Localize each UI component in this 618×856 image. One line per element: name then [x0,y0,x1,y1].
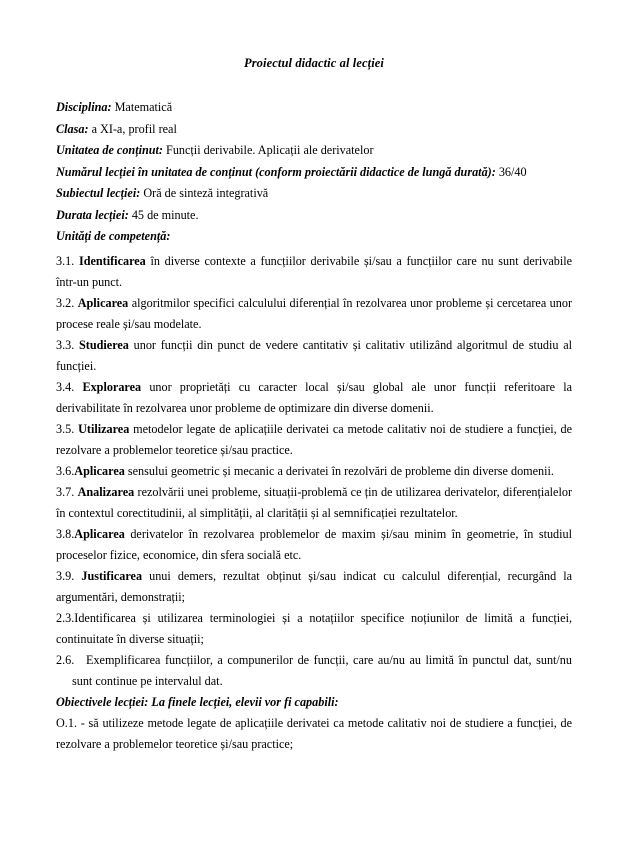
competenta-verb: Aplicarea [74,526,125,541]
competente-list [56,251,572,692]
competenta-item [56,377,572,419]
competenta-verb: Analizarea [77,484,135,499]
field-label: Durata lecției: [56,207,129,222]
competenta-item [56,335,572,377]
field-disciplina [56,100,572,115]
competenta-num: 3.4. [56,379,75,394]
field-value: 45 de minute. [131,207,199,222]
competenta-verb: Justificarea [81,568,143,583]
competenta-num: 3.3. [56,337,75,352]
competenta-num: 3.5. [56,421,75,436]
competenta-text: metodelor legate de aplicațiile derivatei ca metode calitativ noi de studiere a funcției, de rezolvare a problemelor teoretice și/sau practice. [56,421,573,457]
competenta-text: sensului geometric și mecanic a derivatei în rezolvări de probleme din diverse domenii. [127,463,554,478]
field-numarul-lectiei [56,165,572,180]
obiectiv-text: - să utilizeze metode legate de aplicațiile derivatei ca metode calitativ noi de studiere a funcției, de rezolvare a problemelor teoretice și/sau practice; [56,715,573,751]
field-unitatea [56,143,572,158]
competenta-item [56,482,572,524]
competenta-num: 3.2. [56,295,75,310]
competente-heading: Unități de competență: [56,229,171,243]
field-value: Oră de sinteză integrativă [143,186,269,200]
competenta-text: unui demers, rezultat obținut și/sau indicat cu calculul diferențial, recurgând la argumentări, demonstrații; [56,568,573,604]
competenta-verb: Identificarea [78,253,146,268]
field-subiectul [56,186,572,201]
competenta-num: 3.8. [56,526,75,541]
competenta-item [56,251,572,293]
competenta-item [56,650,572,692]
field-label: Numărul lecției în unitatea de conținut (conform proiectării didactice de lungă durată): [56,164,496,179]
competenta-num: 3.1. [56,253,75,268]
competenta-item [56,293,572,335]
competenta-num: 3.7. [56,484,75,499]
competenta-item [56,461,572,482]
field-label: Clasa: [56,121,89,136]
competenta-verb: Aplicarea [74,463,125,478]
competenta-text: în diverse contexte a funcțiilor derivabile și/sau a funcțiilor care nu sunt derivabile într-un punct. [56,253,573,289]
field-label: Unitatea de conținut: [56,143,163,157]
field-clasa [56,122,572,137]
competenta-item [56,524,572,566]
field-label: Disciplina: [56,100,112,114]
competenta-verb: Utilizarea [78,421,130,436]
obiectiv-num: O.1. [56,715,77,730]
field-value: a XI-a, profil real [91,121,177,136]
competenta-text: Identificarea și utilizarea terminologiei și a notațiilor specifice noțiunilor de limită a funcției, continuitate în diverse situații; [56,610,572,646]
field-label: Subiectul lecției: [56,186,141,200]
field-value: Matematică [114,100,173,114]
competenta-num: 2.6. [56,652,75,667]
competenta-text: derivatelor în rezolvarea problemelor de maxim și/sau minim în geometrie, în studiul proceselor fizice, economice, din sfera socială etc. [56,526,573,562]
field-value: 36/40 [498,164,527,179]
field-value: Funcții derivabile. Aplicații ale derivatelor [166,143,374,157]
competenta-text: rezolvării unei probleme, situații-problemă ce țin de utilizarea derivatelor, diferențialelor în contextul corectitudinii, al simplității, al clarității și al semnificației rezultatelor. [56,484,573,520]
competenta-text: unor funcții din punct de vedere cantitativ și calitativ utilizând algoritmul de studiu al funcției. [56,337,573,373]
competenta-item [56,566,572,608]
competenta-item [56,419,572,461]
competenta-item [56,608,572,650]
document-title: Proiectul didactic al lecției [243,56,384,70]
competenta-verb: Studierea [79,337,129,352]
competenta-num: 3.9. [56,568,75,583]
competenta-text: unor proprietăți cu caracter local și/sau global ale unor funcții referitoare la derivabilitate în rezolvarea unor probleme de optimizare din diverse domenii. [56,379,573,415]
competenta-num: 2.3. [56,610,75,625]
competenta-verb: Explorarea [82,379,142,394]
obiectiv-item [56,713,572,755]
document-page [0,56,618,856]
competenta-text: Exemplificarea funcțiilor, a compunerilor de funcții, care au/nu au limită în punctul dat, sunt/nu sunt continue pe intervalul dat. [72,652,572,688]
competenta-verb: Aplicarea [77,295,129,310]
competenta-num: 3.6. [56,463,75,478]
competenta-text: algoritmilor specifici calculului diferențial în rezolvarea unor probleme și cercetarea unor procese reale și/sau modelate. [56,295,573,331]
field-durata [56,208,572,223]
obiective-heading: Obiectivele lecției: La finele lecției, elevii vor fi capabili: [56,694,339,709]
